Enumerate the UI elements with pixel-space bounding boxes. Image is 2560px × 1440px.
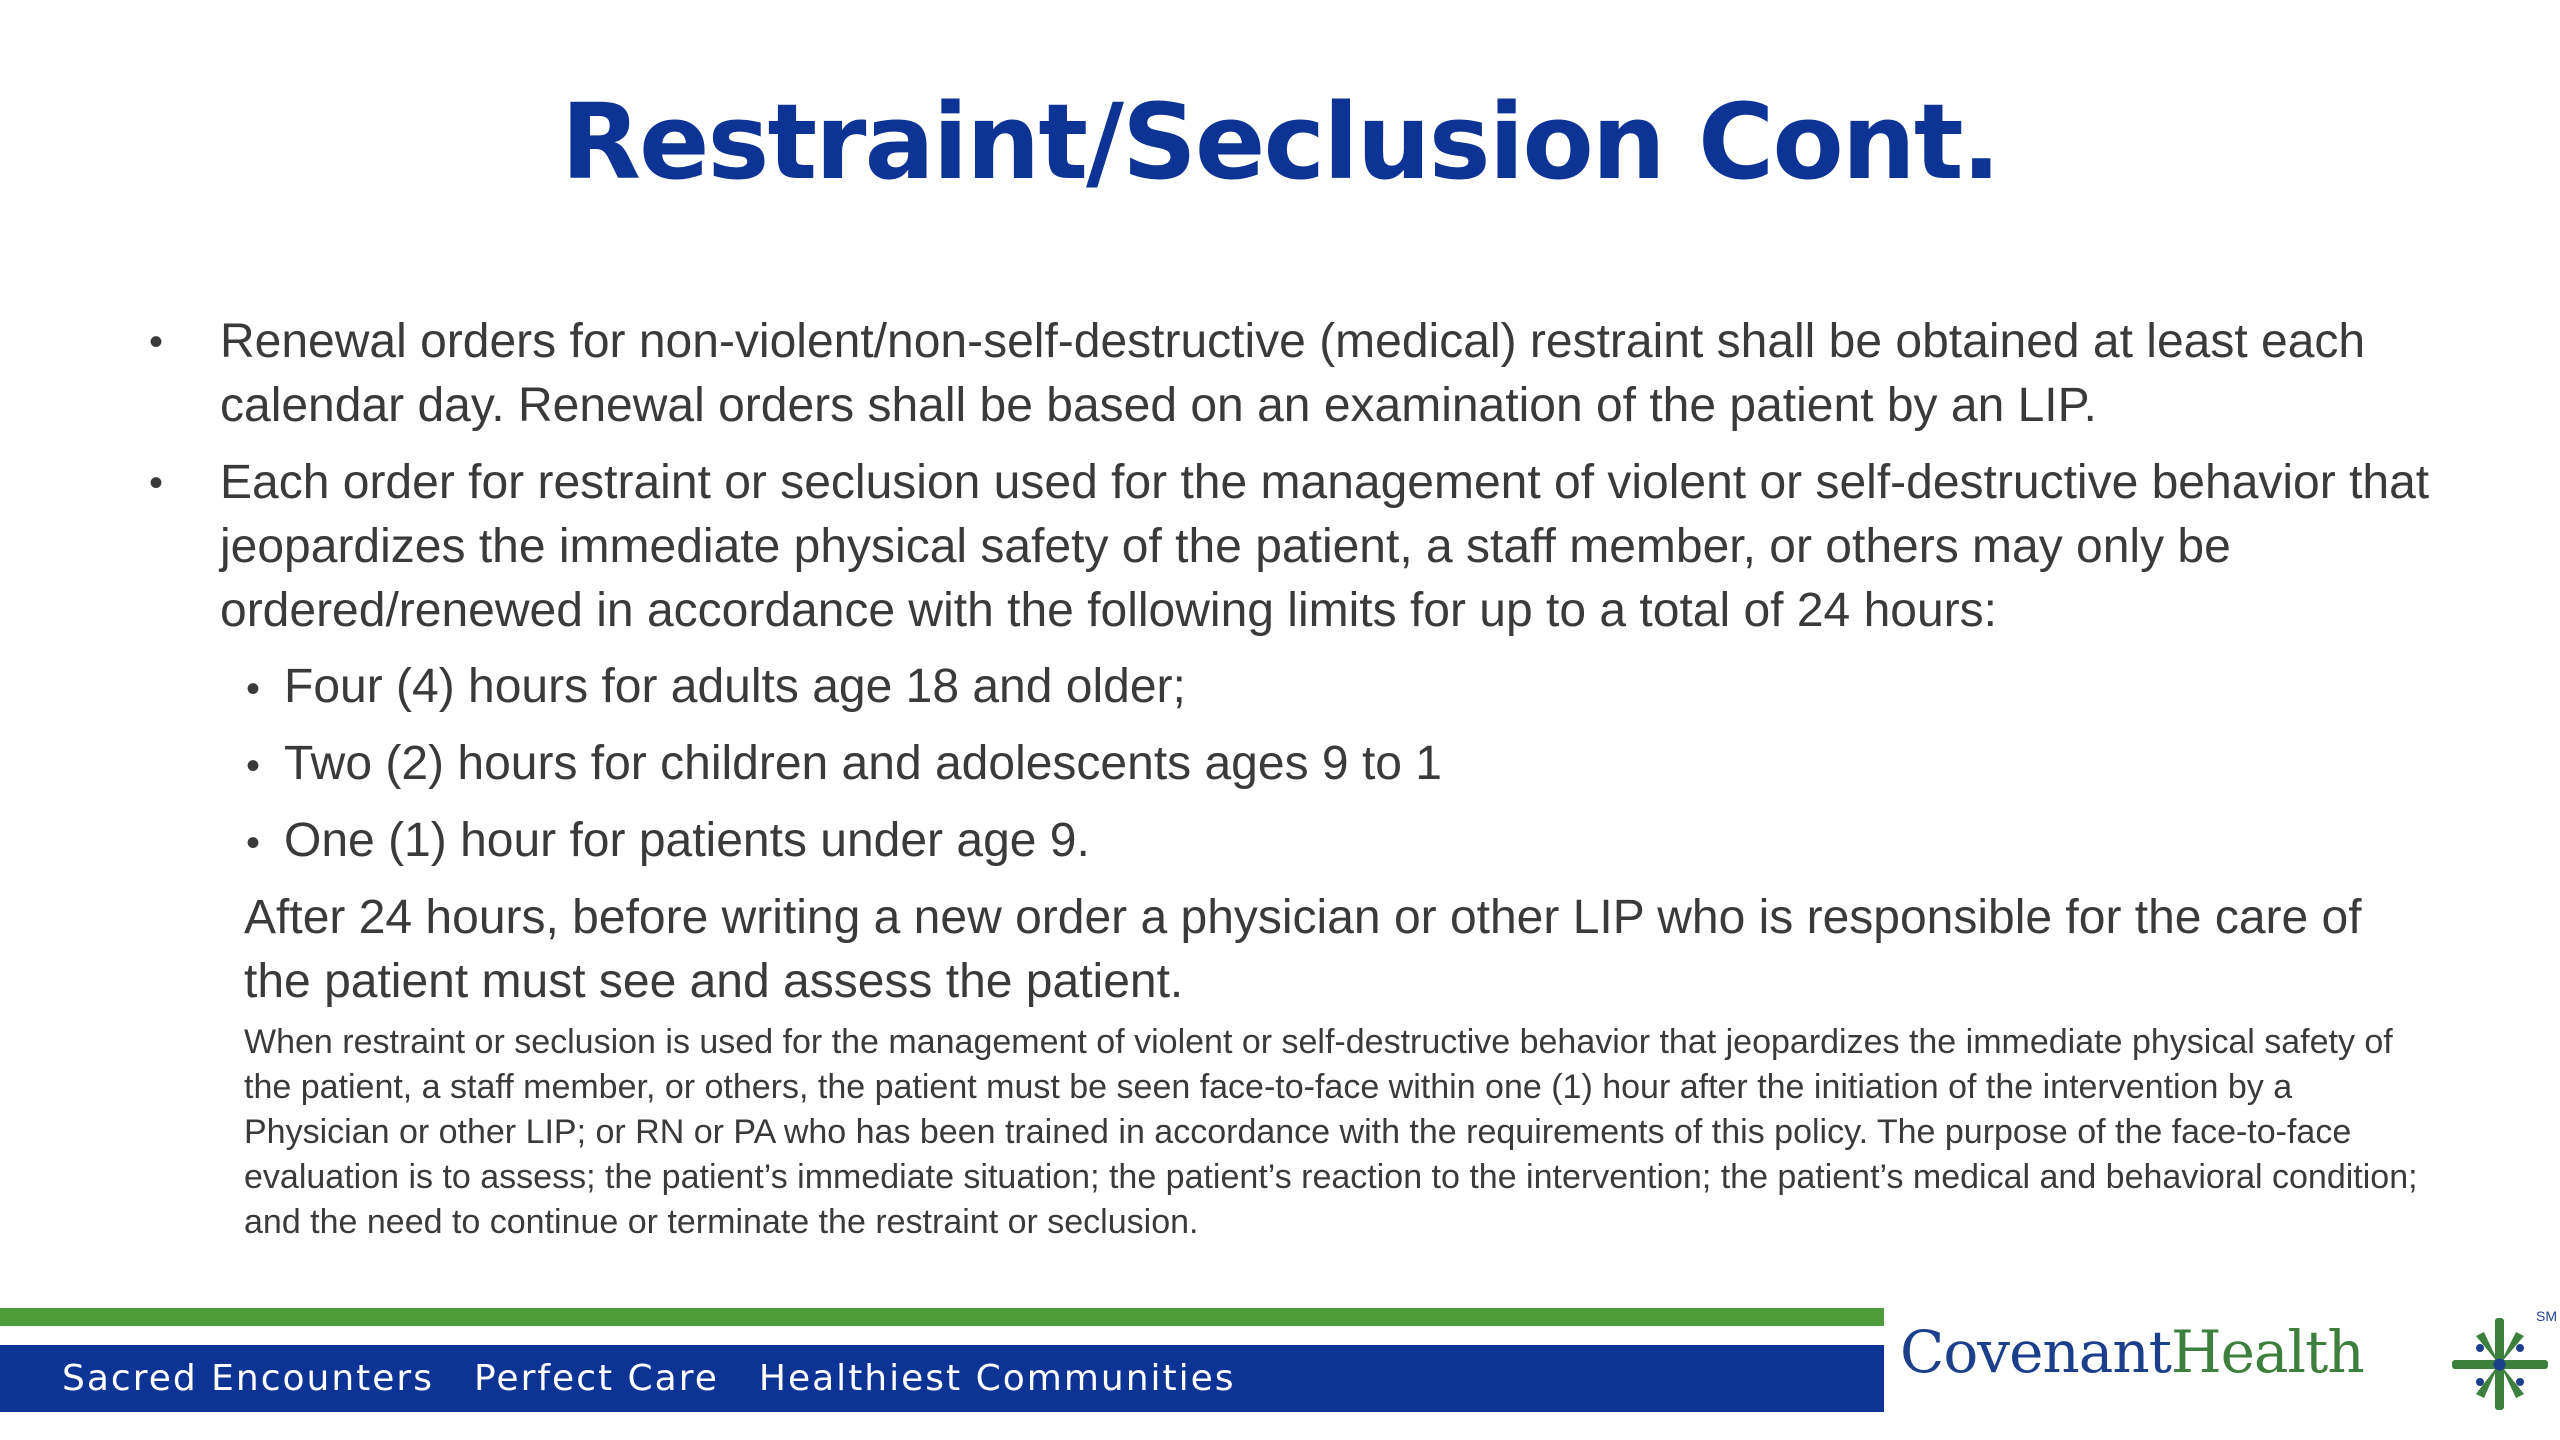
sub-bullet-text: One (1) hour for patients under age 9. xyxy=(284,814,1090,867)
slide-title: Restraint/Seclusion Cont. xyxy=(560,81,2000,203)
covenant-cross-icon xyxy=(2440,1314,2560,1414)
sub-bullet-text: Four (4) hours for adults age 18 and older; xyxy=(284,660,1186,713)
covenant-health-logo xyxy=(1900,1300,2560,1420)
footer-green-stripe xyxy=(0,1308,1884,1326)
logo-wordmark xyxy=(1900,1318,2364,1386)
sub-bullet-icon: • xyxy=(246,744,261,788)
tagline-perfect-care: Perfect Care xyxy=(474,1357,719,1399)
footer-tagline xyxy=(62,1350,1236,1406)
sub-bullet-item xyxy=(246,732,2446,798)
bullet-text: Each order for restraint or seclusion used for the management of violent or self-destructive behavior that jeopardizes the immediate physical safety of the patient, a staff member, or others may only be ordered/renewed in accordance with the following limits for up to a total of 24 hours: xyxy=(220,456,2430,637)
sub-bullet-icon: • xyxy=(246,821,261,865)
sub-bullet-item xyxy=(246,655,2446,721)
assessment-note: After 24 hours, before writing a new order a physician or other LIP who is responsible for the care of the patient must see and assess the patient. xyxy=(244,891,2362,1008)
logo-word-health: Health xyxy=(2170,1318,2364,1386)
bullet-text: Renewal orders for non-violent/non-self-destructive (medical) restraint shall be obtained at least each calendar day. Renewal orders shall be based on an examination of the patient by an LIP. xyxy=(220,315,2366,432)
sub-bullet-text: Two (2) hours for children and adolescents ages 9 to 1 xyxy=(284,737,1442,790)
tagline-sacred-encounters: Sacred Encounters xyxy=(62,1357,434,1399)
bullet-icon: • xyxy=(149,461,164,505)
sub-bullet-item xyxy=(246,809,2446,875)
sub-bullet-icon: • xyxy=(246,667,261,711)
service-mark: SM xyxy=(2536,1308,2557,1324)
logo-word-covenant: Covenant xyxy=(1900,1318,2171,1386)
bullet-icon: • xyxy=(149,320,164,364)
face-to-face-note: When restraint or seclusion is used for the management of violent or self-destructive behavior that jeopardizes the immediate physical safety of the patient, a staff member, or others, the patient must be seen face-to-face within one (1) hour after the initiation of the intervention by a Physician or other LIP; or RN or PA who has been trained in accordance with the requirements of this policy. The purpose of the face-to-face evaluation is to assess; the patient’s immediate situation; the patient’s reaction to the intervention; the patient’s medical and behavioral condition; and the need to continue or terminate the restraint or seclusion. xyxy=(244,1023,2418,1241)
tagline-healthiest-communities: Healthiest Communities xyxy=(758,1357,1236,1399)
